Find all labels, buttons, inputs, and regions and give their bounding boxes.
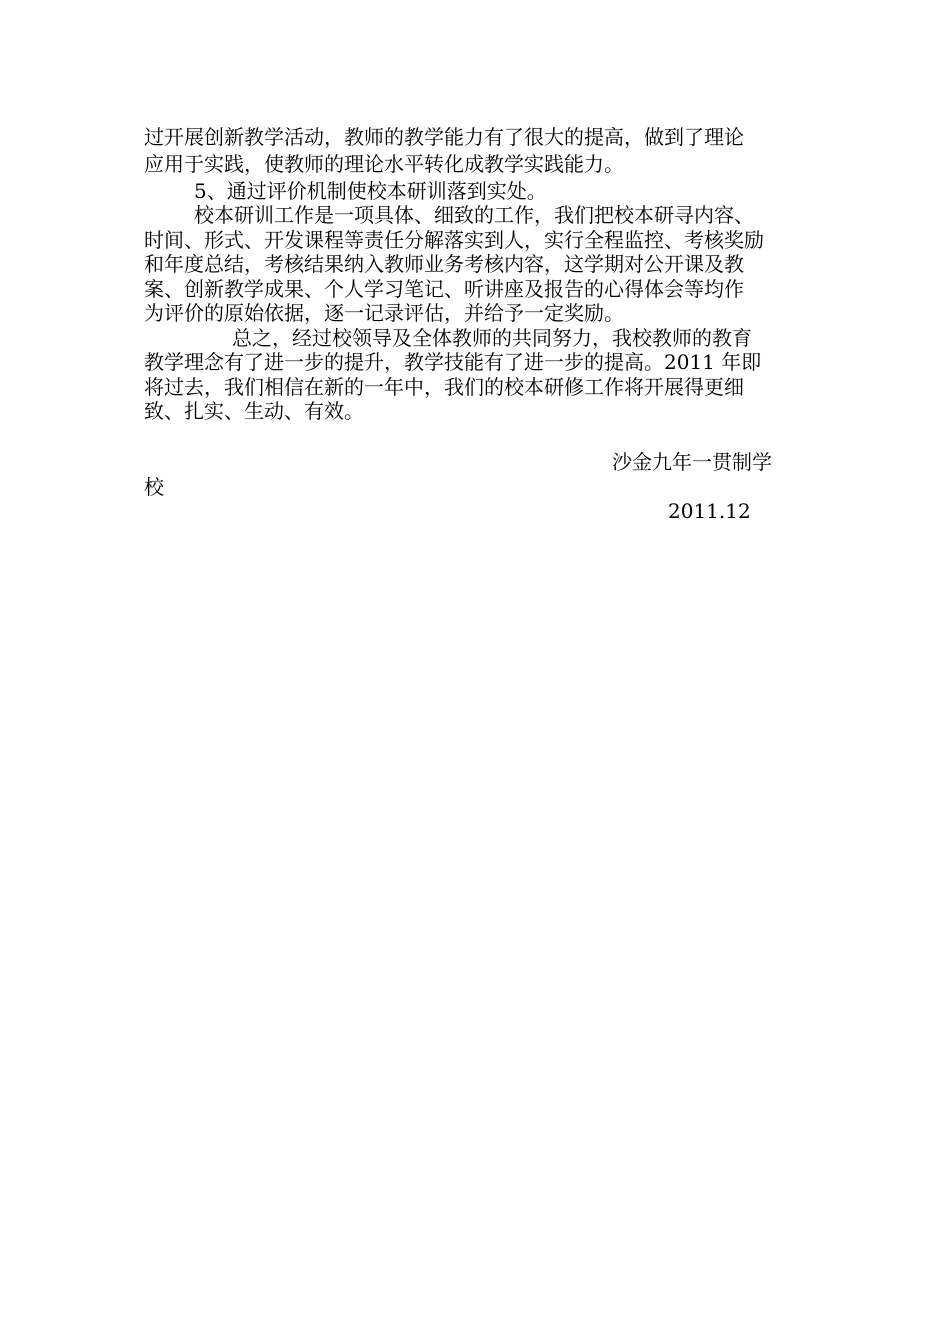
signature-date: 2011.12 xyxy=(668,499,751,523)
paragraph-4-line-2: 教学理念有了进一步的提升，教学技能有了进一步的提高。2011 年即 xyxy=(144,350,762,374)
paragraph-4-line-1: 总之，经过校领导及全体教师的共同努力，我校教师的教育 xyxy=(232,326,752,350)
paragraph-1-line-1: 过开展创新教学活动，教师的教学能力有了很大的提高，做到了理论 xyxy=(144,125,744,149)
paragraph-4-line-3: 将过去，我们相信在新的一年中，我们的校本研修工作将开展得更细 xyxy=(144,375,744,399)
paragraph-1-line-2: 应用于实践，使教师的理论水平转化成教学实践能力。 xyxy=(144,152,624,176)
paragraph-2-line-1: 5、通过评价机制使校本研训落到实处。 xyxy=(194,179,547,203)
signature-school-line-2: 校 xyxy=(144,475,164,499)
paragraph-3-line-2: 时间、形式、开发课程等责任分解落实到人，实行全程监控、考核奖励 xyxy=(144,228,764,252)
paragraph-4-line-4: 致、扎实、生动、有效。 xyxy=(144,399,364,423)
paragraph-3-line-5: 为评价的原始依据，逐一记录评估，并给予一定奖励。 xyxy=(144,301,624,325)
signature-school-line-1: 沙金九年一贯制学 xyxy=(612,450,772,474)
paragraph-3-line-1: 校本研训工作是一项具体、细致的工作，我们把校本研寻内容、 xyxy=(194,203,754,227)
paragraph-3-line-3: 和年度总结，考核结果纳入教师业务考核内容，这学期对公开课及教 xyxy=(144,252,744,276)
paragraph-3-line-4: 案、创新教学成果、个人学习笔记、听讲座及报告的心得体会等均作 xyxy=(144,277,744,301)
